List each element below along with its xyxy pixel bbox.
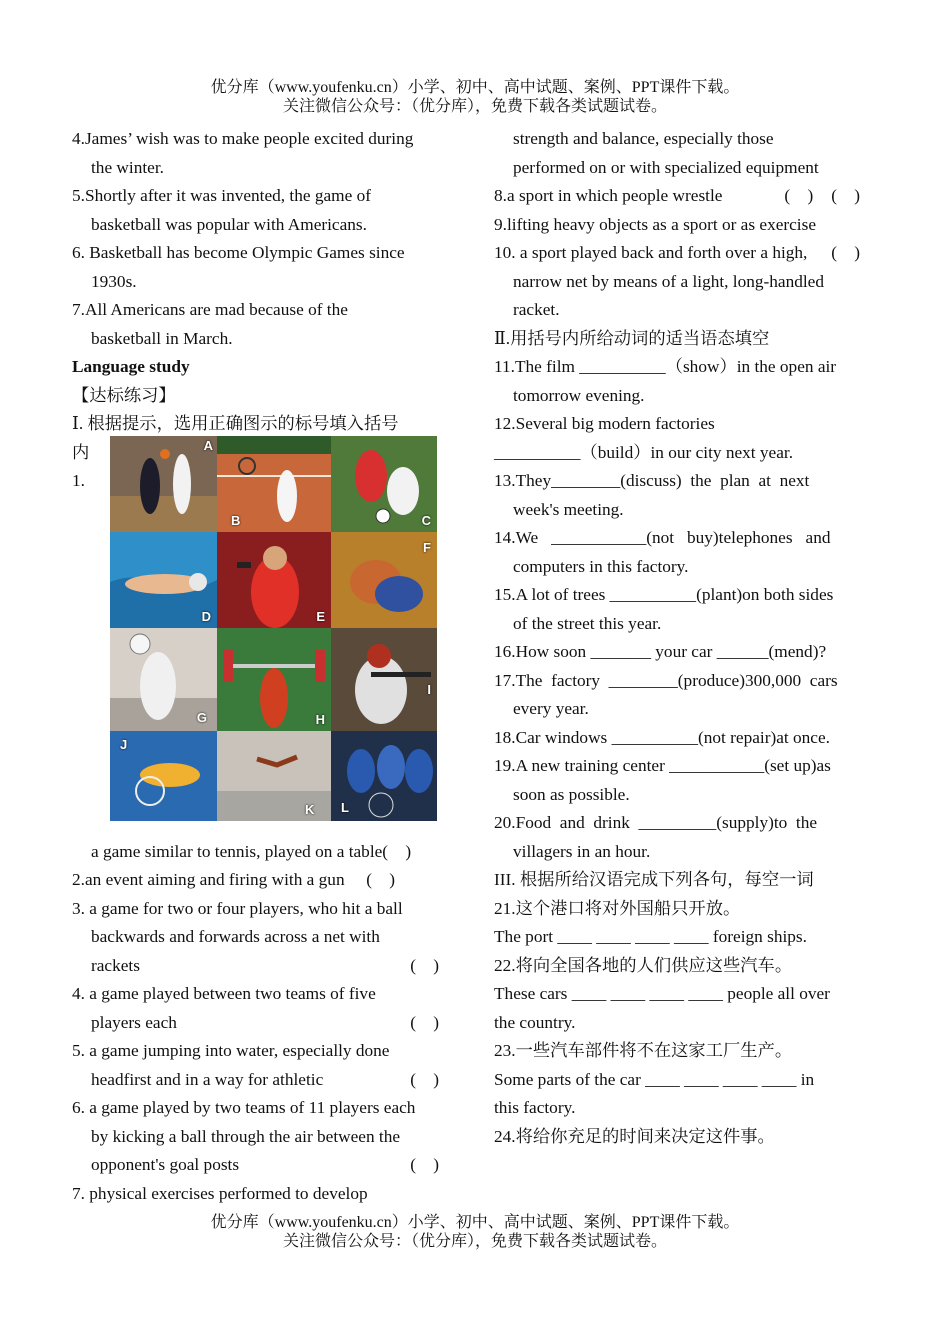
item7-line-a: 7. physical exercises performed to develop [72, 1183, 368, 1203]
item5-answer-paren[interactable]: ( ) [410, 1069, 439, 1089]
photo-shooting [331, 628, 437, 731]
q14-line-b: computers in this factory. [513, 556, 689, 576]
item7-line-b: strength and balance, especially those [513, 129, 774, 148]
q22-english-cont: the country. [494, 1012, 576, 1032]
item10-line-a: 10. a sport played back and forth over a high, [494, 243, 808, 262]
q13-line-a: 13.They________(discuss) the plan at next [494, 471, 810, 490]
item5-line-a: 5. a game jumping into water, especially done [72, 1041, 390, 1060]
q16-line: 16.How soon _______ your car ______(mend)? [494, 642, 827, 661]
part1-title-cont: 内 [72, 442, 90, 462]
item1-text: a game similar to tennis, played on a table( ) [91, 841, 412, 861]
item1-number: 1. [72, 471, 85, 490]
photo-label-f: F [423, 540, 431, 555]
q21-english: The port ____ ____ ____ ____ foreign ships. [494, 927, 807, 946]
q15-line-a: 15.A lot of trees __________(plant)on both sides [494, 585, 834, 604]
item7-answer-paren[interactable]: ( ) [831, 186, 860, 205]
photo-label-j: J [120, 737, 128, 752]
practice-title: 【达标练习】 [72, 385, 176, 405]
photo-gymnastics [110, 731, 217, 821]
q23-english-cont: this factory. [494, 1098, 576, 1117]
photo-soccer [331, 436, 437, 532]
item3-line-c: rackets ( ) [72, 952, 457, 981]
photo-volleyball [110, 628, 217, 731]
item2-text: 2.an event aiming and firing with a gun ( ) [72, 870, 395, 889]
photo-tennis [217, 436, 331, 532]
part3-title: III. 根据所给汉语完成下列各句，每空一词 [494, 870, 814, 889]
q5-line-b: basketball was popular with Americans. [91, 214, 367, 234]
photo-swimming [110, 532, 217, 628]
q19-line-a: 19.A new training center ___________(set up)as [494, 756, 831, 775]
q21-chinese: 21.这个港口将对外国船只开放。 [494, 898, 741, 918]
right-column [494, 125, 878, 1151]
q22-chinese: 22.将向全国各地的人们供应这些汽车。 [494, 955, 793, 975]
q13-line-b: week's meeting. [513, 499, 624, 519]
item6-answer-paren[interactable]: ( ) [410, 1155, 439, 1174]
q4-line-b: the winter. [91, 157, 164, 177]
photo-label-g: G [196, 710, 207, 725]
item8-answer-paren[interactable]: ( ) [784, 186, 814, 205]
header-line-2: 关注微信公众号：（优分库），免费下载各类试题试卷。 [282, 98, 667, 115]
q19-line-b: soon as possible. [513, 784, 630, 804]
q11-line-b: tomorrow evening. [513, 385, 645, 405]
q5-line-a: 5.Shortly after it was invented, the game of [72, 186, 371, 205]
photo-wrestling [331, 532, 437, 628]
q6-line-a: 6. Basketball has become Olympic Games since [72, 243, 405, 262]
q12-line-a: 12.Several big modern factories [494, 414, 715, 433]
page-footer [0, 1213, 950, 1251]
item4-line-a: 4. a game played between two teams of five [72, 984, 376, 1003]
photo-label-l: L [341, 800, 349, 815]
photo-table-tennis [217, 532, 331, 628]
item10-line-b: narrow net by means of a light, long-handled [513, 271, 824, 291]
part2-title: Ⅱ.用括号内所给动词的适当语态填空 [494, 328, 770, 348]
header-line-1: 优分库（www.youfenku.cn）小学、初中、高中试题、案例、PPT课件下载。 [210, 79, 740, 96]
item9-answer-paren[interactable]: ( ) [831, 243, 860, 262]
q20-line-b: villagers in an hour. [513, 841, 651, 861]
q11-line-a: 11.The film __________（show）in the open air [494, 357, 837, 376]
q14-line-a: 14.We ___________(not buy)telephones and [494, 528, 831, 547]
photo-weightlifting [217, 628, 331, 731]
q17-line-b: every year. [513, 699, 589, 718]
q24-chinese: 24.将给你充足的时间来决定这件事。 [494, 1126, 775, 1146]
photo-label-a: A [203, 438, 213, 453]
photo-label-b: B [231, 513, 241, 528]
item5-line-b: headfirst and in a way for athletic ( ) [72, 1066, 457, 1095]
item6-line-b: by kicking a ball through the air between the [91, 1126, 401, 1146]
footer-line-1: 优分库（www.youfenku.cn）小学、初中、高中试题、案例、PPT课件下载。 [210, 1214, 740, 1231]
item3-line-a: 3. a game for two or four players, who hit a ball [72, 898, 403, 918]
page-header [0, 78, 950, 116]
photo-cycling [331, 731, 437, 821]
item6-line-c: opponent's goal posts ( ) [72, 1151, 457, 1180]
photo-label-k: K [305, 802, 315, 817]
q15-line-b: of the street this year. [513, 613, 662, 633]
q23-chinese: 23.一些汽车部件将不在这家工厂生产。 [494, 1041, 793, 1060]
q12-line-b: __________（build）in our city next year. [494, 442, 794, 462]
item7-line-c: performed on or with specialized equipment [513, 157, 819, 177]
photo-diving [217, 731, 331, 821]
q4-line-a: 4.James’ wish was to make people excited during [72, 129, 414, 148]
photo-basketball [110, 436, 217, 532]
item3-line-b: backwards and forwards across a net with [91, 927, 380, 946]
q7-line-b: basketball in March. [91, 328, 233, 348]
photo-label-h: H [315, 712, 325, 727]
q20-line-a: 20.Food and drink _________(supply)to the [494, 813, 818, 832]
photo-label-c: C [421, 513, 431, 528]
q6-line-b: 1930s. [91, 271, 137, 291]
item4-answer-paren[interactable]: ( ) [410, 1012, 439, 1032]
section-language-study: Language study [72, 357, 190, 376]
sports-photo-collage [110, 436, 437, 821]
part1-title: Ⅰ. 根据提示，选用正确图示的标号填入括号 [72, 414, 399, 433]
item6-line-a: 6. a game played by two teams of 11 players each [72, 1098, 416, 1117]
item9-line: 9.lifting heavy objects as a sport or as exercise [494, 214, 816, 234]
item10-line-c: racket. [513, 300, 560, 319]
item3-answer-paren[interactable]: ( ) [410, 955, 439, 975]
item8-line: 8.a sport in which people wrestle ( ) [494, 182, 878, 211]
q7-line-a: 7.All Americans are mad because of the [72, 300, 348, 319]
q22-english: These cars ____ ____ ____ ____ people all over [494, 984, 830, 1003]
photo-label-d: D [201, 609, 211, 624]
q23-english: Some parts of the car ____ ____ ____ ____ in [494, 1069, 815, 1089]
photo-label-i: I [427, 682, 431, 697]
photo-label-e: E [316, 609, 325, 624]
q17-line-a: 17.The factory ________(produce)300,000 cars [494, 670, 838, 690]
footer-line-2: 关注微信公众号：（优分库），免费下载各类试题试卷。 [282, 1233, 667, 1250]
q18-line: 18.Car windows __________(not repair)at once. [494, 727, 830, 747]
item4-line-b: players each ( ) [72, 1009, 457, 1038]
